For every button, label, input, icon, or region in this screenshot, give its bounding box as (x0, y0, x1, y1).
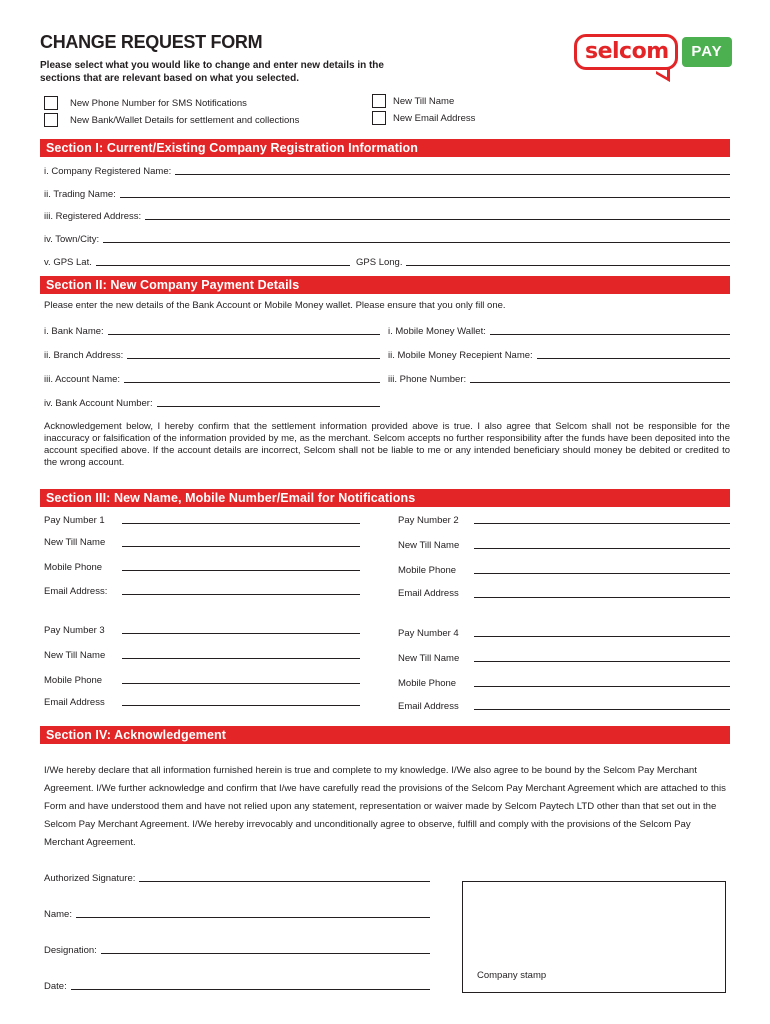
option-new-till-name[interactable] (372, 94, 454, 108)
till-name-3-label: New Till Name (44, 650, 106, 661)
form-title: CHANGE REQUEST FORM (40, 32, 263, 52)
mobile-phone-1-label: Mobile Phone (44, 562, 103, 573)
pay-number-3-label: Pay Number 3 (44, 625, 105, 636)
mobile-phone-3-label: Mobile Phone (44, 675, 103, 686)
section-1-header: Section I: Current/Existing Company Registration Information (40, 139, 730, 157)
gps-lat-field[interactable]: v. GPS Lat. (44, 256, 350, 268)
logo-word-box (574, 34, 678, 70)
mobile-phone-2-line[interactable] (474, 573, 730, 574)
mobile-phone-3-line[interactable] (122, 683, 360, 684)
email-3-label: Email Address (44, 697, 105, 708)
selcom-pay-logo (574, 34, 732, 82)
email-2-label: Email Address (398, 588, 459, 599)
checkbox[interactable] (44, 113, 58, 127)
mobile-phone-4-line[interactable] (474, 686, 730, 687)
section-3-header: Section III: New Name, Mobile Number/Email for Notifications (40, 489, 730, 507)
checkbox[interactable] (44, 96, 58, 110)
section-2-acknowledgement: Acknowledgement below, I hereby confirm that the settlement information provided above is true. I also agree that Selcom shall not be responsible for the inaccuracy or falsification of the information provided by me, as the merchant. Selcom accepts no further responsibility after the funds have been deposited into the account specified above. If the account details are incorrect, Selcom shall not be liable to me or any intended beneficiary should money be debited or credited to the wrong account. (44, 421, 730, 468)
name-field[interactable]: Name: (44, 908, 430, 920)
registered-address-field[interactable]: iii. Registered Address: (44, 210, 730, 222)
section-4-header: Section IV: Acknowledgement (40, 726, 730, 744)
pay-number-2-line[interactable] (474, 523, 730, 524)
company-stamp-label: Company stamp (477, 970, 547, 981)
mobile-money-recipient-field[interactable]: ii. Mobile Money Recepient Name: (388, 349, 730, 361)
checkbox[interactable] (372, 94, 386, 108)
pay-number-4-line[interactable] (474, 636, 730, 637)
email-1-label: Email Address: (44, 586, 108, 597)
till-name-2-line[interactable] (474, 548, 730, 549)
account-name-field[interactable]: iii. Account Name: (44, 373, 380, 385)
designation-field[interactable]: Designation: (44, 944, 430, 956)
option-new-email[interactable] (372, 111, 475, 125)
option-label: New Email Address (393, 112, 476, 124)
pay-number-1-label: Pay Number 1 (44, 515, 105, 526)
pay-number-2-label: Pay Number 2 (398, 515, 459, 526)
mobile-phone-2-label: Mobile Phone (398, 565, 457, 576)
option-label: New Till Name (393, 95, 455, 107)
logo-word: selcom (585, 39, 669, 64)
till-name-1-line[interactable] (122, 546, 360, 547)
pay-number-4-label: Pay Number 4 (398, 628, 459, 639)
option-new-bank-wallet[interactable] (44, 113, 299, 127)
authorized-signature-field[interactable]: Authorized Signature: (44, 872, 430, 884)
checkbox[interactable] (372, 111, 386, 125)
section-2-header: Section II: New Company Payment Details (40, 276, 730, 294)
email-2-line[interactable] (474, 597, 730, 598)
till-name-2-label: New Till Name (398, 540, 460, 551)
email-3-line[interactable] (122, 705, 360, 706)
phone-number-field[interactable]: iii. Phone Number: (388, 373, 730, 385)
till-name-1-label: New Till Name (44, 537, 106, 548)
bank-name-field[interactable]: i. Bank Name: (44, 325, 380, 337)
pay-number-3-line[interactable] (122, 633, 360, 634)
form-instructions: Please select what you would like to change and enter new details in the sections that are relevant based on what you selected. (40, 60, 384, 84)
email-4-line[interactable] (474, 709, 730, 710)
date-field[interactable]: Date: (44, 980, 430, 992)
email-1-line[interactable] (122, 594, 360, 595)
company-stamp-box[interactable] (462, 881, 726, 993)
mobile-phone-1-line[interactable] (122, 570, 360, 571)
section-2-intro: Please enter the new details of the Bank Account or Mobile Money wallet. Please ensure that you only fill one. (44, 300, 506, 311)
pay-number-1-line[interactable] (122, 523, 360, 524)
email-4-label: Email Address (398, 701, 459, 712)
town-city-field[interactable]: iv. Town/City: (44, 233, 730, 245)
mobile-phone-4-label: Mobile Phone (398, 678, 457, 689)
till-name-3-line[interactable] (122, 658, 360, 659)
till-name-4-label: New Till Name (398, 653, 460, 664)
option-label: New Phone Number for SMS Notifications (70, 97, 247, 109)
section-4-declaration: I/We hereby declare that all information furnished herein is true and complete to my knowledge. I/We also agree to be bound by the Selcom Pay Merchant Agreement. I/We further acknowledge and confirm that I/we have carefully read the provisions of the Selcom Pay Merchant Agreement which are attached to this Form and have understood them and have not relied upon any statement, representation or waiver made by Selcom Paytech LTD other than that set out in the Selcom Pay Merchant Agreement. I/We hereby irrevocably and unconditionally agree to observe, fulfill and comply with the provisions of the Selcom Pay Merchant Agreement. (44, 765, 726, 848)
company-registered-name-field[interactable]: i. Company Registered Name: (44, 165, 730, 177)
logo-pay-badge: PAY (682, 37, 732, 67)
trading-name-field[interactable]: ii. Trading Name: (44, 188, 730, 200)
till-name-4-line[interactable] (474, 661, 730, 662)
option-label: New Bank/Wallet Details for settlement and collections (70, 114, 300, 126)
bank-account-number-field[interactable]: iv. Bank Account Number: (44, 397, 380, 409)
branch-address-field[interactable]: ii. Branch Address: (44, 349, 380, 361)
option-new-phone[interactable] (44, 96, 247, 110)
mobile-money-wallet-field[interactable]: i. Mobile Money Wallet: (388, 325, 730, 337)
gps-long-field[interactable]: GPS Long. (356, 256, 730, 268)
